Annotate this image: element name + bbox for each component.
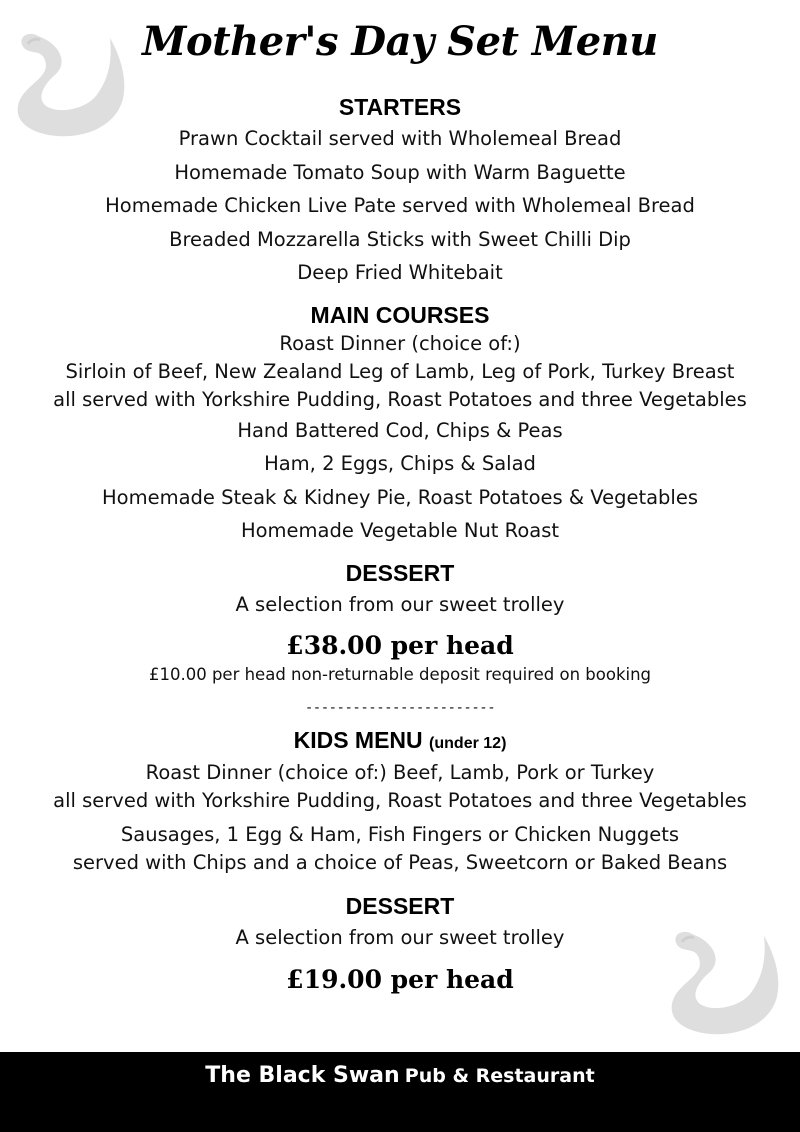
main-item: Ham, 2 Eggs, Chips & Salad [264, 452, 536, 475]
starter-item: Prawn Cocktail served with Wholemeal Bread [178, 127, 622, 150]
kids-dessert-text: A selection from our sweet trolley [235, 926, 565, 949]
footer-subtitle: Pub & Restaurant [404, 1065, 595, 1087]
kids-roast-line: Roast Dinner (choice of:) Beef, Lamb, Pork or Turkey [145, 761, 655, 784]
main-item: Homemade Vegetable Nut Roast [240, 519, 560, 542]
starter-item: Homemade Chicken Live Pate served with Wholemeal Bread [105, 194, 695, 217]
starter-item: Deep Fried Whitebait [297, 261, 503, 284]
mains-roast-served: all served with Yorkshire Pudding, Roast Potatoes and three Vegetables [53, 387, 747, 411]
kids-heading [0, 725, 800, 759]
main-item: Hand Battered Cod, Chips & Peas [237, 418, 563, 442]
kids-other-line: Sausages, 1 Egg & Ham, Fish Fingers or Chicken Nuggets [120, 823, 680, 846]
main-item: Homemade Steak & Kidney Pie, Roast Potatoes & Vegetables [101, 485, 699, 509]
kids-price: £19.00 per head [286, 964, 514, 994]
dessert-text: A selection from our sweet trolley [235, 592, 565, 616]
section-divider: ------------------------ [304, 700, 496, 716]
footer-brand: The Black Swan [205, 1063, 400, 1088]
mains-heading: MAIN COURSES [310, 301, 490, 328]
menu-content [0, 92, 800, 997]
kids-roast-served: all served with Yorkshire Pudding, Roast Potatoes and three Vegetables [53, 789, 747, 812]
starters-heading: STARTERS [338, 94, 462, 120]
footer-banner [0, 1052, 800, 1132]
kids-dessert-heading: DESSERT [345, 893, 455, 919]
page-title: Mother's Day Set Menu [142, 18, 658, 65]
kids-heading-age: (under 12) [429, 735, 507, 752]
adult-price: £38.00 per head [286, 631, 514, 660]
mains-roast-intro: Roast Dinner (choice of:) [279, 331, 521, 355]
deposit-note: £10.00 per head non-returnable deposit required on booking [148, 665, 652, 684]
kids-other-served: served with Chips and a choice of Peas, Sweetcorn or Baked Beans [72, 851, 728, 874]
mains-roast-options: Sirloin of Beef, New Zealand Leg of Lamb, Leg of Pork, Turkey Breast [65, 359, 735, 383]
starter-item: Homemade Tomato Soup with Warm Baguette [174, 160, 626, 184]
kids-heading-label: KIDS MENU [293, 727, 423, 753]
dessert-heading: DESSERT [345, 559, 455, 586]
starter-item: Breaded Mozzarella Sticks with Sweet Chilli Dip [169, 227, 631, 251]
